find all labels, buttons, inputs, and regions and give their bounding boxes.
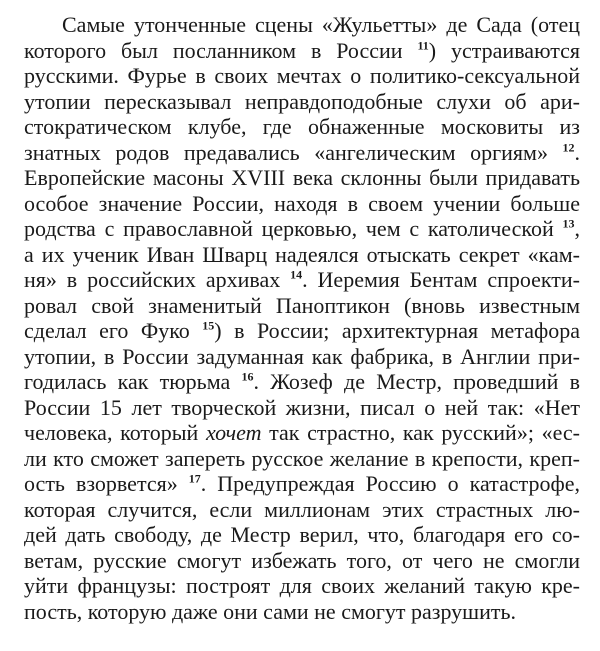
text-line bbox=[24, 522, 580, 548]
text-line bbox=[24, 216, 580, 242]
text-run: ветам, русские смогут избежать того, от чего не смогли bbox=[24, 547, 580, 573]
text-line bbox=[24, 420, 580, 446]
text-run: ли кто сможет запереть русское желание в крепости, креп- bbox=[24, 445, 580, 471]
text-run: дей дать свободу, де Местр верил, что, благодаря его со- bbox=[24, 522, 580, 547]
text-line bbox=[24, 89, 580, 115]
text-line bbox=[24, 242, 580, 268]
footnote-marker: 16 bbox=[241, 369, 254, 384]
text-run: ровал свой знаменитый Паноптикон (вновь известным bbox=[24, 292, 580, 318]
footnote-marker: 11 bbox=[417, 38, 429, 53]
text-run: так страстно, как русский»; «ес- bbox=[261, 420, 580, 445]
text-run: которого был посланником в России bbox=[24, 37, 418, 63]
text-line bbox=[24, 191, 580, 217]
text-run: стократическом клубе, где обнаженные московиты из bbox=[24, 114, 580, 139]
document-page bbox=[24, 12, 580, 624]
text-run: ня» в российских архивах bbox=[24, 267, 291, 292]
text-line bbox=[24, 63, 580, 89]
text-run: уйти французы: построят для своих желаний такую кре- bbox=[24, 573, 580, 598]
text-run: , bbox=[574, 216, 580, 241]
footnote-marker: 15 bbox=[202, 318, 215, 333]
footnote-marker: 12 bbox=[562, 140, 575, 155]
text-line bbox=[24, 293, 580, 319]
text-run: . bbox=[574, 139, 580, 165]
text-run: которая случится, если миллионам этих страстных лю- bbox=[24, 496, 580, 522]
paragraph bbox=[24, 12, 580, 624]
text-line bbox=[24, 267, 580, 293]
text-line bbox=[24, 165, 580, 191]
text-line bbox=[24, 599, 580, 625]
text-run: годилась как тюрьма bbox=[24, 369, 242, 394]
text-run: . Жозеф де Местр, проведший в bbox=[253, 369, 580, 394]
text-line bbox=[24, 471, 580, 497]
text-run: сделал его Фуко bbox=[24, 318, 203, 343]
text-run: утопии, в России задуманная как фабрика, в Англии при- bbox=[24, 343, 580, 369]
text-run: . Предупреждая Россию о катастрофе, bbox=[200, 471, 580, 496]
text-run: . Иеремия Бентам спроекти- bbox=[302, 267, 581, 292]
text-line bbox=[24, 497, 580, 523]
footnote-marker: 17 bbox=[188, 471, 201, 486]
text-line bbox=[24, 344, 580, 370]
text-line bbox=[24, 140, 580, 166]
text-line bbox=[24, 446, 580, 472]
text-run: России 15 лет творческой жизни, писал о ней так: «Нет bbox=[24, 394, 580, 420]
text-line bbox=[24, 114, 580, 140]
text-run: Самые утонченные сцены «Жульетты» де Сада (отец bbox=[62, 12, 580, 37]
text-line bbox=[24, 12, 580, 38]
text-run: ) устраиваются bbox=[428, 37, 580, 63]
text-line bbox=[24, 548, 580, 574]
text-run: человека, который bbox=[24, 420, 206, 445]
text-run: ость взорвется» bbox=[24, 471, 189, 496]
text-run: а их ученик Иван Шварц надеялся отыскать секрет «кам- bbox=[24, 241, 580, 267]
text-line bbox=[24, 573, 580, 599]
text-run: знатных родов предавались «ангелическим оргиям» bbox=[24, 139, 563, 165]
text-run: ) в России; архитектурная метафора bbox=[214, 318, 580, 343]
footnote-marker: 14 bbox=[290, 267, 303, 282]
text-run: утопии пересказывал неправдоподобные слухи об ари- bbox=[24, 88, 580, 114]
text-run: пость, которую даже они сами не смогут разрушить. bbox=[24, 598, 517, 624]
text-line bbox=[24, 38, 580, 64]
text-run: Европейские масоны XVIII века склонны были придавать bbox=[24, 165, 580, 190]
text-run: особое значение России, находя в своем учении больше bbox=[24, 190, 580, 216]
text-run: родства с православной церковью, чем с католической bbox=[24, 216, 563, 241]
footnote-marker: 13 bbox=[562, 216, 575, 231]
text-line bbox=[24, 369, 580, 395]
text-line bbox=[24, 318, 580, 344]
text-run: русскими. Фурье в своих мечтах о политико-сексуальной bbox=[24, 63, 580, 88]
text-line bbox=[24, 395, 580, 421]
emphasis-text: хочет bbox=[205, 420, 262, 445]
